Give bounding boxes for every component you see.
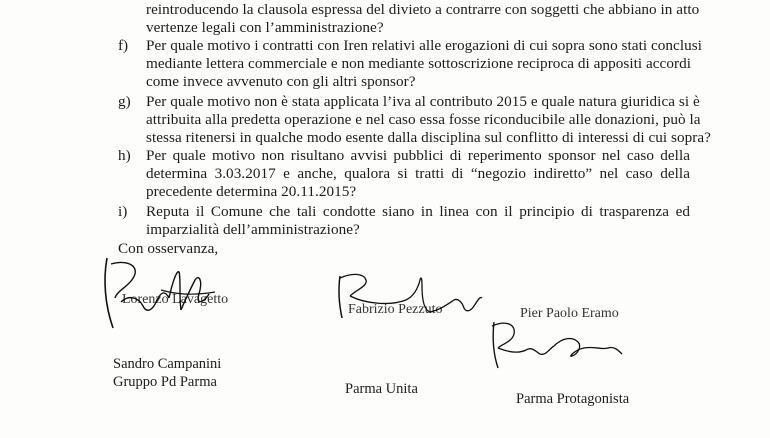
item-f-line-1: Per quale motivo i contratti con Iren relativi alle erogazioni di cui sopra sono stati conclusi [146,37,702,54]
item-h-marker: h) [118,147,131,164]
signer-1-group: Gruppo Pd Parma [113,374,217,390]
signature-2-typed-name: Fabrizio Pezzuto [348,302,443,317]
item-i-marker: i) [118,203,128,220]
signature-3-handwriting [488,318,638,378]
signature-1-handwriting [95,250,245,335]
signature-2-handwriting [330,266,500,331]
item-g-marker: g) [118,93,131,110]
item-g-line-3: stessa ritenersi in qualche modo esente dalla disciplina sul conflitto di interessi di cui sopra? [146,129,711,146]
signature-3-typed-name: Pier Paolo Eramo [520,306,619,321]
item-e-line-2: vertenze legali con l’amministrazione? [146,19,384,36]
signer-3-group: Parma Protagonista [516,391,630,407]
item-f-line-3: come invece avvenuto con gli altri sponsor? [146,73,416,90]
item-h-line-3: precedente determina 20.11.2015? [146,183,357,200]
item-h-line-1: Per quale motivo non risultano avvisi pubblici di reperimento sponsor nel caso della [146,147,690,164]
item-h-line-2: determina 3.03.2017 e anche, qualora si tratti di “negozio indiretto” nel caso della [146,165,690,182]
item-e-line-1: reintroducendo la clausola espressa del divieto a contrarre con soggetti che abbiano in atto [146,1,700,18]
item-i-line-1: Reputa il Comune che tali condotte siano in linea con il principio di trasparenza ed [146,203,690,220]
item-g-line-1: Per quale motivo non è stata applicata l’iva al contributo 2015 e quale natura giuridica si è [146,93,700,110]
item-g-line-2: attribuita alla predetta operazione e nel caso essa fosse riconducibile alle donazioni, può la [146,111,701,128]
signer-2-group: Parma Unita [345,381,418,397]
item-f-marker: f) [118,37,129,54]
item-i-line-2: imparzialità dell’amministrazione? [146,221,360,238]
item-f-line-2: mediante lettera commerciale e non mediante sottoscrizione reciproca di appositi accordi [146,55,692,72]
closing-salutation: Con osservanza, [118,240,219,257]
signer-1-name: Sandro Campanini [113,356,222,372]
signature-1-typed-name: Lorenzo Lavagetto [122,292,229,307]
